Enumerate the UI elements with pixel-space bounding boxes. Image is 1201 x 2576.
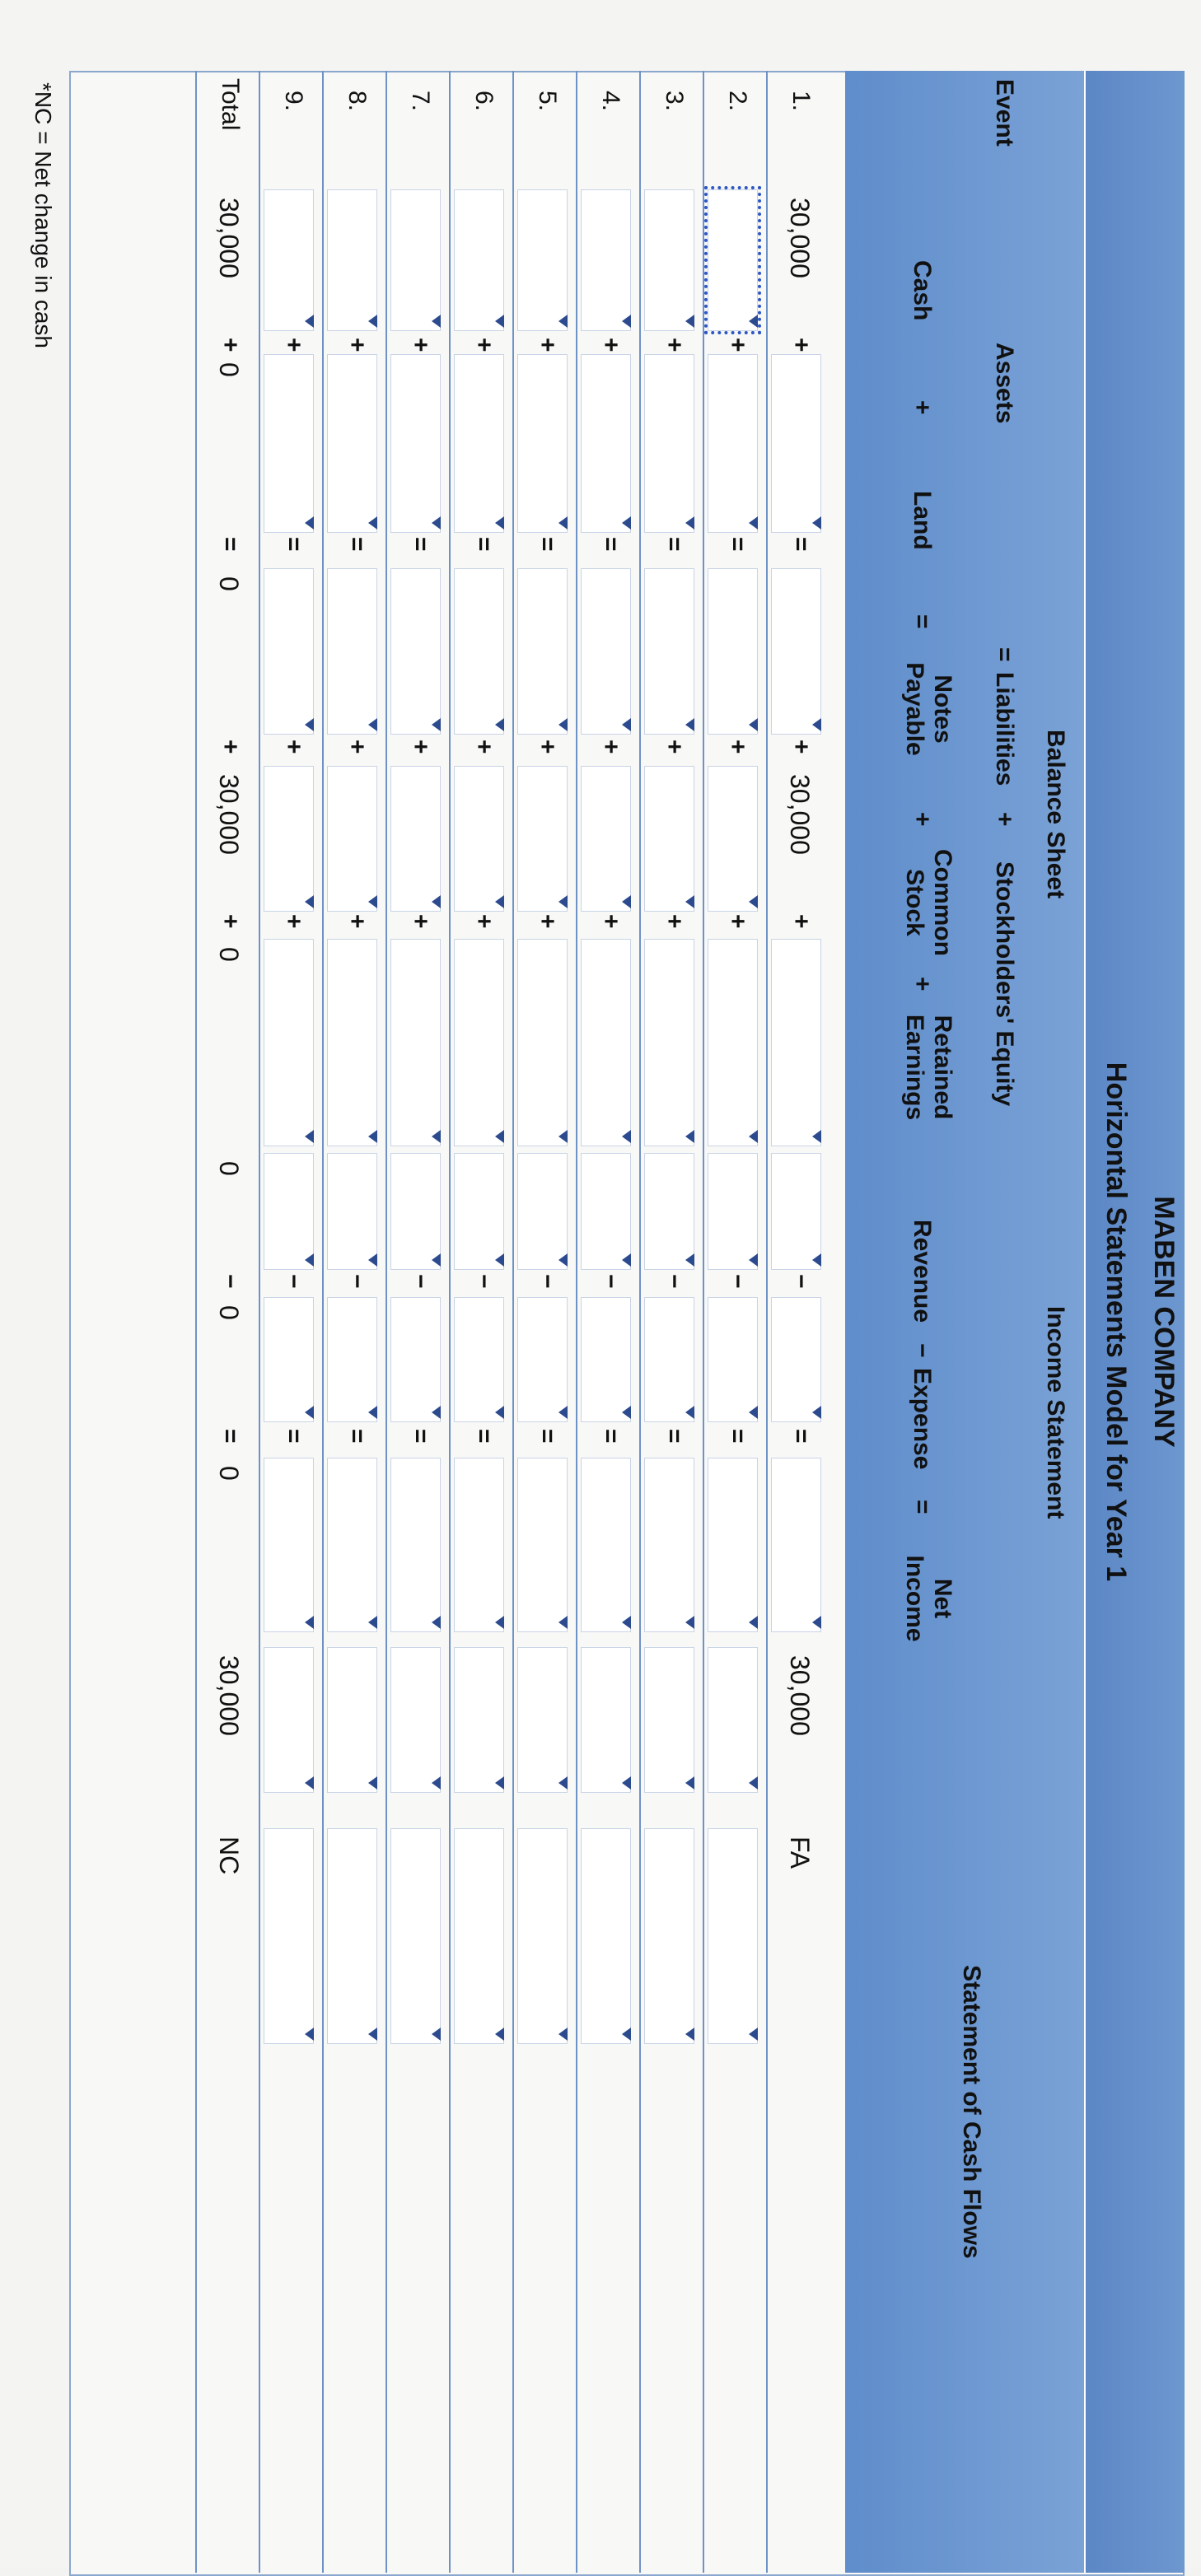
event-label: 4. xyxy=(597,91,624,112)
entry-input[interactable] xyxy=(644,568,694,735)
retained-earnings-header: Retained Earnings xyxy=(901,1014,956,1121)
chevron-down-icon[interactable] xyxy=(622,895,631,908)
chevron-down-icon[interactable] xyxy=(558,1406,568,1419)
net-income-header: Net Income xyxy=(901,1555,956,1642)
entry-input[interactable] xyxy=(454,766,504,912)
chevron-down-icon[interactable] xyxy=(495,1406,504,1419)
entry-input[interactable] xyxy=(644,189,694,331)
op-equals: = xyxy=(909,614,936,629)
entry-input[interactable] xyxy=(581,354,631,533)
entry-input[interactable] xyxy=(517,1297,568,1422)
total-value: 30,000 xyxy=(214,198,244,278)
chevron-down-icon[interactable] xyxy=(558,1130,568,1143)
chevron-down-icon[interactable] xyxy=(495,1130,504,1143)
chevron-down-icon[interactable] xyxy=(368,2028,377,2041)
entry-input[interactable] xyxy=(771,1458,821,1632)
operator: + xyxy=(724,338,751,352)
operator: + xyxy=(217,740,244,754)
chevron-down-icon[interactable] xyxy=(495,1616,504,1629)
entry-input[interactable] xyxy=(517,354,568,533)
chevron-down-icon[interactable] xyxy=(749,895,758,908)
row-divider xyxy=(322,71,324,2573)
chevron-down-icon[interactable] xyxy=(749,1616,758,1629)
cash-header: Cash xyxy=(909,260,936,321)
chevron-down-icon[interactable] xyxy=(305,1616,314,1629)
entry-input[interactable] xyxy=(644,354,694,533)
entry-input[interactable] xyxy=(264,354,314,533)
entry-input[interactable] xyxy=(264,766,314,912)
chevron-down-icon[interactable] xyxy=(749,1406,758,1419)
chevron-down-icon[interactable] xyxy=(685,1776,694,1790)
chevron-down-icon[interactable] xyxy=(305,718,314,731)
chevron-down-icon[interactable] xyxy=(558,315,568,328)
chevron-down-icon[interactable] xyxy=(685,1406,694,1419)
chevron-down-icon[interactable] xyxy=(495,315,504,328)
operator: + xyxy=(217,914,244,929)
chevron-down-icon[interactable] xyxy=(749,1130,758,1143)
chevron-down-icon[interactable] xyxy=(812,516,821,530)
event-label: 2. xyxy=(724,91,751,112)
operator: + xyxy=(343,338,371,352)
operator: + xyxy=(534,740,561,754)
op-equals: = xyxy=(909,1500,936,1514)
chevron-down-icon[interactable] xyxy=(622,1776,631,1790)
chevron-down-icon[interactable] xyxy=(495,1253,504,1267)
chevron-down-icon[interactable] xyxy=(495,2028,504,2041)
operator: = xyxy=(724,1429,751,1444)
entry-input[interactable] xyxy=(390,1828,441,2044)
total-value: 0 xyxy=(214,1466,244,1481)
entry-input[interactable] xyxy=(390,1153,441,1270)
row-divider xyxy=(512,71,514,2573)
chevron-down-icon[interactable] xyxy=(558,718,568,731)
entry-input[interactable] xyxy=(517,568,568,735)
entry-input[interactable] xyxy=(454,189,504,331)
entry-input[interactable] xyxy=(581,189,631,331)
chevron-down-icon[interactable] xyxy=(305,1253,314,1267)
entry-input[interactable] xyxy=(327,1458,377,1632)
chevron-down-icon[interactable] xyxy=(305,516,314,530)
operator: = xyxy=(280,1429,307,1444)
operator: − xyxy=(343,1274,371,1289)
entry-input[interactable] xyxy=(454,939,504,1146)
entry-input[interactable] xyxy=(454,1458,504,1632)
chevron-down-icon[interactable] xyxy=(749,315,758,328)
entry-input[interactable] xyxy=(581,766,631,912)
op-plus: + xyxy=(909,812,936,827)
chevron-down-icon[interactable] xyxy=(685,516,694,530)
entry-input[interactable] xyxy=(708,1297,758,1422)
entry-input[interactable] xyxy=(644,1828,694,2044)
chevron-down-icon[interactable] xyxy=(305,315,314,328)
entry-input[interactable] xyxy=(390,939,441,1146)
total-value: 0 xyxy=(214,1161,244,1176)
operator: = xyxy=(217,537,244,552)
row-divider xyxy=(639,71,641,2573)
entry-input[interactable] xyxy=(264,1828,314,2044)
entry-input[interactable] xyxy=(264,1458,314,1632)
entry-input[interactable] xyxy=(708,568,758,735)
chevron-down-icon[interactable] xyxy=(622,1253,631,1267)
total-value: 0 xyxy=(214,947,244,962)
row-divider xyxy=(195,71,197,2573)
entry-input[interactable] xyxy=(454,354,504,533)
chevron-down-icon[interactable] xyxy=(368,315,377,328)
operator: = xyxy=(534,537,561,552)
entry-input[interactable] xyxy=(264,939,314,1146)
operator: + xyxy=(661,740,688,754)
event-label: 3. xyxy=(661,91,688,112)
entry-input[interactable] xyxy=(708,766,758,912)
chevron-down-icon[interactable] xyxy=(558,1253,568,1267)
chevron-down-icon[interactable] xyxy=(305,895,314,908)
entry-input[interactable] xyxy=(517,1458,568,1632)
chevron-down-icon[interactable] xyxy=(432,315,441,328)
chevron-down-icon[interactable] xyxy=(558,1616,568,1629)
operator: + xyxy=(661,338,688,352)
operator: − xyxy=(661,1274,688,1289)
chevron-down-icon[interactable] xyxy=(622,1130,631,1143)
entry-input[interactable] xyxy=(644,766,694,912)
entry-input[interactable] xyxy=(517,189,568,331)
assets-header: Assets xyxy=(991,343,1018,424)
operator: = xyxy=(470,1429,498,1444)
chevron-down-icon[interactable] xyxy=(495,1776,504,1790)
entry-input[interactable] xyxy=(390,1458,441,1632)
entry-input[interactable] xyxy=(517,939,568,1146)
entry-input[interactable] xyxy=(708,354,758,533)
total-label: Total xyxy=(217,78,244,131)
chevron-down-icon[interactable] xyxy=(368,718,377,731)
revenue-header: Revenue xyxy=(909,1220,936,1323)
chevron-down-icon[interactable] xyxy=(432,1253,441,1267)
op-plus: + xyxy=(909,400,936,415)
total-value: 0 xyxy=(214,1305,244,1320)
chevron-down-icon[interactable] xyxy=(622,315,631,328)
entry-input[interactable] xyxy=(517,766,568,912)
chevron-down-icon[interactable] xyxy=(749,2028,758,2041)
entry-input[interactable] xyxy=(517,1647,568,1793)
operator: = xyxy=(534,1429,561,1444)
event-label: 6. xyxy=(470,91,498,112)
chevron-down-icon[interactable] xyxy=(305,1776,314,1790)
chevron-down-icon[interactable] xyxy=(558,895,568,908)
entry-input[interactable] xyxy=(327,1297,377,1422)
row-divider xyxy=(386,71,387,2573)
operator: + xyxy=(407,338,434,352)
chevron-down-icon[interactable] xyxy=(432,1406,441,1419)
operator: = xyxy=(597,1429,624,1444)
entry-input[interactable] xyxy=(327,939,377,1146)
entry-input[interactable] xyxy=(264,568,314,735)
chevron-down-icon[interactable] xyxy=(622,1406,631,1419)
entry-input[interactable] xyxy=(327,189,377,331)
chevron-down-icon[interactable] xyxy=(685,895,694,908)
entry-input[interactable] xyxy=(327,568,377,735)
entry-input[interactable] xyxy=(708,1647,758,1793)
event-label: 7. xyxy=(407,91,434,112)
chevron-down-icon[interactable] xyxy=(495,718,504,731)
entry-input[interactable] xyxy=(581,1297,631,1422)
liabilities-header: Liabilities xyxy=(991,672,1018,786)
operator: − xyxy=(724,1274,751,1289)
chevron-down-icon[interactable] xyxy=(432,2028,441,2041)
operator: + xyxy=(470,914,498,929)
chevron-down-icon[interactable] xyxy=(432,1616,441,1629)
cell-value: FA xyxy=(785,1836,815,1869)
model-subtitle: Horizontal Statements Model for Year 1 xyxy=(1101,1062,1132,1582)
entry-input[interactable] xyxy=(390,1297,441,1422)
balance-sheet-header: Balance Sheet xyxy=(1042,730,1069,899)
operator: = xyxy=(661,1429,688,1444)
chevron-down-icon[interactable] xyxy=(368,895,377,908)
entry-input[interactable] xyxy=(771,354,821,533)
chevron-down-icon[interactable] xyxy=(749,1253,758,1267)
entry-input[interactable] xyxy=(708,1153,758,1270)
chevron-down-icon[interactable] xyxy=(432,718,441,731)
equity-header: Stockholders' Equity xyxy=(991,861,1018,1107)
entry-input[interactable] xyxy=(581,568,631,735)
entry-input[interactable] xyxy=(327,1828,377,2044)
operator: = xyxy=(724,537,751,552)
entry-input[interactable] xyxy=(390,766,441,912)
operator: + xyxy=(534,914,561,929)
entry-input[interactable] xyxy=(327,1647,377,1793)
operator: = xyxy=(343,537,371,552)
column-headers xyxy=(845,71,1086,2573)
operator: + xyxy=(217,338,244,352)
chevron-down-icon[interactable] xyxy=(812,1253,821,1267)
chevron-down-icon[interactable] xyxy=(685,718,694,731)
event-label: 5. xyxy=(534,91,561,112)
row-divider xyxy=(259,71,260,2573)
operator: + xyxy=(280,914,307,929)
chevron-down-icon[interactable] xyxy=(749,1776,758,1790)
chevron-down-icon[interactable] xyxy=(305,2028,314,2041)
entry-input[interactable] xyxy=(264,1153,314,1270)
entry-input[interactable] xyxy=(771,1153,821,1270)
chevron-down-icon[interactable] xyxy=(685,1616,694,1629)
event-label: 1. xyxy=(787,91,815,112)
chevron-down-icon[interactable] xyxy=(685,2028,694,2041)
chevron-down-icon[interactable] xyxy=(368,1253,377,1267)
chevron-down-icon[interactable] xyxy=(685,315,694,328)
operator: + xyxy=(597,914,624,929)
header-plus: + xyxy=(991,812,1018,827)
chevron-down-icon[interactable] xyxy=(305,1406,314,1419)
entry-input[interactable] xyxy=(390,189,441,331)
company-title: MABEN COMPANY xyxy=(1148,1196,1180,1448)
entry-input[interactable] xyxy=(581,1153,631,1270)
entry-input[interactable] xyxy=(708,939,758,1146)
chevron-down-icon[interactable] xyxy=(368,516,377,530)
total-value: 0 xyxy=(214,576,244,591)
event-label: 9. xyxy=(280,91,307,112)
event-label: 8. xyxy=(343,91,371,112)
entry-input[interactable] xyxy=(644,1297,694,1422)
operator: + xyxy=(343,914,371,929)
operator: = xyxy=(217,1429,244,1444)
chevron-down-icon[interactable] xyxy=(495,516,504,530)
entry-input[interactable] xyxy=(264,1647,314,1793)
row-divider xyxy=(576,71,577,2573)
entry-input[interactable] xyxy=(644,939,694,1146)
chevron-down-icon[interactable] xyxy=(812,1130,821,1143)
operator: = xyxy=(407,537,434,552)
operator: + xyxy=(787,338,815,352)
operator: − xyxy=(787,1274,815,1289)
event-header: Event xyxy=(991,79,1018,147)
row-divider xyxy=(449,71,451,2573)
entry-input[interactable] xyxy=(708,1828,758,2044)
operator: + xyxy=(661,914,688,929)
entry-input[interactable] xyxy=(771,568,821,735)
entry-input[interactable] xyxy=(390,1647,441,1793)
chevron-down-icon[interactable] xyxy=(812,718,821,731)
chevron-down-icon[interactable] xyxy=(368,1130,377,1143)
chevron-down-icon[interactable] xyxy=(749,718,758,731)
op-minus: − xyxy=(909,1343,936,1358)
chevron-down-icon[interactable] xyxy=(368,1616,377,1629)
entry-input[interactable] xyxy=(454,1828,504,2044)
operator: + xyxy=(597,338,624,352)
chevron-down-icon[interactable] xyxy=(749,516,758,530)
operator: + xyxy=(597,740,624,754)
operator: + xyxy=(724,740,751,754)
chevron-down-icon[interactable] xyxy=(495,895,504,908)
entry-input[interactable] xyxy=(390,568,441,735)
cell-value: 30,000 xyxy=(785,1655,815,1736)
total-value: 0 xyxy=(214,362,244,377)
entry-input[interactable] xyxy=(708,1458,758,1632)
operator: + xyxy=(787,740,815,754)
operator: + xyxy=(534,338,561,352)
chevron-down-icon[interactable] xyxy=(432,516,441,530)
entry-input[interactable] xyxy=(581,1458,631,1632)
entry-input[interactable] xyxy=(264,189,314,331)
operator: = xyxy=(661,537,688,552)
entry-input[interactable] xyxy=(264,1297,314,1422)
entry-input[interactable] xyxy=(327,1153,377,1270)
operator: − xyxy=(534,1274,561,1289)
chevron-down-icon[interactable] xyxy=(558,2028,568,2041)
chevron-down-icon[interactable] xyxy=(622,516,631,530)
cash-flows-header: Statement of Cash Flows xyxy=(958,1965,985,2259)
chevron-down-icon[interactable] xyxy=(432,1130,441,1143)
entry-input[interactable] xyxy=(454,1297,504,1422)
operator: + xyxy=(724,914,751,929)
cell-value: 30,000 xyxy=(785,774,815,855)
operator: + xyxy=(470,338,498,352)
chevron-down-icon[interactable] xyxy=(305,1130,314,1143)
entry-input[interactable] xyxy=(517,1153,568,1270)
operator: + xyxy=(470,740,498,754)
row-divider xyxy=(703,71,704,2573)
chevron-down-icon[interactable] xyxy=(622,718,631,731)
entry-input[interactable] xyxy=(517,1828,568,2044)
entry-input[interactable] xyxy=(327,354,377,533)
chevron-down-icon[interactable] xyxy=(558,1776,568,1790)
entry-input[interactable] xyxy=(454,568,504,735)
operator: + xyxy=(280,740,307,754)
entry-input[interactable] xyxy=(327,766,377,912)
operator: = xyxy=(787,1429,815,1444)
total-value: NC xyxy=(214,1836,244,1875)
common-stock-header: Common Stock xyxy=(901,849,956,956)
chevron-down-icon[interactable] xyxy=(685,1130,694,1143)
operator: + xyxy=(407,914,434,929)
entry-input[interactable] xyxy=(581,1828,631,2044)
chevron-down-icon[interactable] xyxy=(812,1406,821,1419)
entry-input[interactable] xyxy=(390,354,441,533)
total-value: 30,000 xyxy=(214,1655,244,1736)
chevron-down-icon[interactable] xyxy=(685,1253,694,1267)
chevron-down-icon[interactable] xyxy=(432,1776,441,1790)
operator: = xyxy=(280,537,307,552)
operator: = xyxy=(597,537,624,552)
total-value: 30,000 xyxy=(214,774,244,855)
notes-payable-header: Notes Payable xyxy=(901,662,956,756)
chevron-down-icon[interactable] xyxy=(622,1616,631,1629)
entry-input[interactable] xyxy=(454,1647,504,1793)
chevron-down-icon[interactable] xyxy=(368,1776,377,1790)
expense-header: Expense xyxy=(909,1368,936,1470)
operator: + xyxy=(407,740,434,754)
operator: + xyxy=(787,914,815,929)
entry-input[interactable] xyxy=(581,1647,631,1793)
entry-input[interactable] xyxy=(771,1297,821,1422)
chevron-down-icon[interactable] xyxy=(812,1616,821,1629)
operator: = xyxy=(470,537,498,552)
footnote: *NC = Net change in cash xyxy=(30,82,56,348)
income-statement-header: Income Statement xyxy=(1042,1306,1069,1519)
chevron-down-icon[interactable] xyxy=(432,895,441,908)
operator: + xyxy=(343,740,371,754)
chevron-down-icon[interactable] xyxy=(368,1406,377,1419)
header-equals: = xyxy=(991,647,1018,662)
operator: − xyxy=(407,1274,434,1289)
row-divider xyxy=(766,71,768,2573)
operator: + xyxy=(280,338,307,352)
entry-input[interactable] xyxy=(644,1647,694,1793)
entry-input[interactable] xyxy=(644,1153,694,1270)
entry-input[interactable] xyxy=(644,1458,694,1632)
land-header: Land xyxy=(909,491,936,550)
op-plus: + xyxy=(909,977,936,992)
operator: = xyxy=(343,1429,371,1444)
title-band xyxy=(1086,71,1185,2573)
operator: = xyxy=(407,1429,434,1444)
operator: − xyxy=(280,1274,307,1289)
cell-value: 30,000 xyxy=(785,198,815,278)
entry-input[interactable] xyxy=(708,189,758,331)
chevron-down-icon[interactable] xyxy=(558,516,568,530)
entry-input[interactable] xyxy=(581,939,631,1146)
operator: = xyxy=(787,537,815,552)
chevron-down-icon[interactable] xyxy=(622,2028,631,2041)
operator: − xyxy=(597,1274,624,1289)
entry-input[interactable] xyxy=(454,1153,504,1270)
operator: − xyxy=(217,1274,244,1289)
entry-input[interactable] xyxy=(771,939,821,1146)
operator: − xyxy=(470,1274,498,1289)
